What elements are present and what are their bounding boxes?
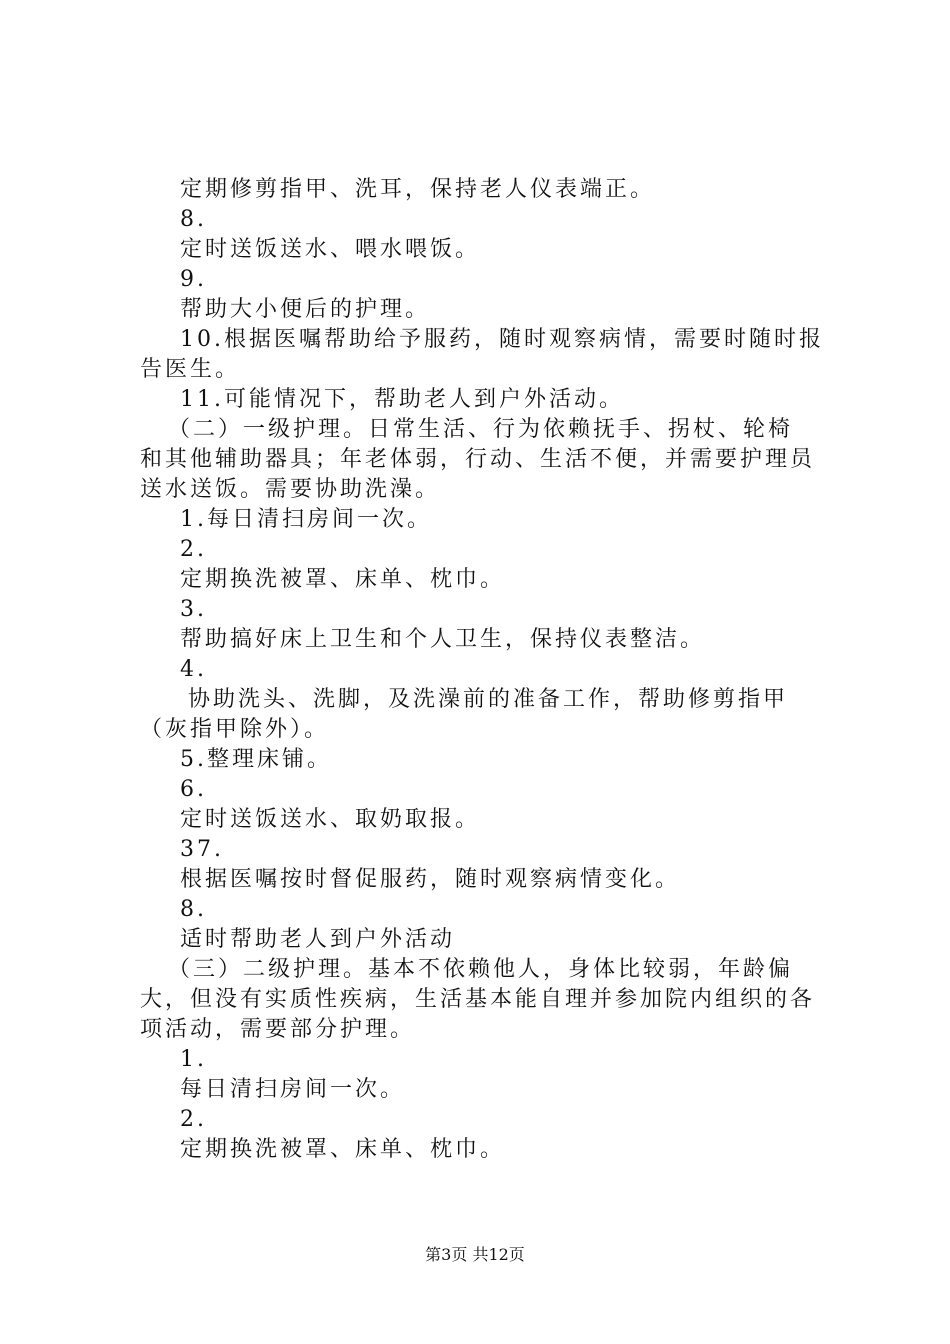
text-line: 告医生。 [140,357,241,382]
section-heading-level-1: （二）一级护理。日常生活、行为依赖抚手、拐杖、轮椅 [168,417,794,442]
text-line: 定期换洗被罩、床单、枕巾。 [180,1137,506,1162]
text-line: （灰指甲除外）。 [140,717,330,742]
text-line: 送水送饭。需要协助洗澡。 [140,477,441,502]
list-number: 8. [180,897,207,922]
text-line: 定期修剪指甲、洗耳，保持老人仪表端正。 [180,177,656,202]
list-number: 1. [180,1047,207,1072]
list-number: 37. [180,837,224,862]
list-number: 9. [180,267,207,292]
list-item: 11.可能情况下，帮助老人到户外活动。 [180,387,624,412]
text-line: 大，但没有实质性疾病，生活基本能自理并参加院内组织的各 [140,987,816,1012]
text-line: 适时帮助老人到户外活动 [180,927,456,952]
document-body [140,175,840,1165]
text-line: 帮助搞好床上卫生和个人卫生，保持仪表整洁。 [180,627,706,652]
text-line: 帮助大小便后的护理。 [180,297,431,322]
text-line: 定期换洗被罩、床单、枕巾。 [180,567,506,592]
list-item: 1.每日清扫房间一次。 [180,507,432,532]
list-item: 10.根据医嘱帮助给予服药，随时观察病情，需要时随时报 [180,327,824,352]
list-number: 6. [180,777,207,802]
list-number: 2. [180,537,207,562]
text-line: 和其他辅助器具；年老体弱，行动、生活不便，并需要护理员 [140,447,816,472]
list-item: 5.整理床铺。 [180,747,332,772]
text-line: 根据医嘱按时督促服药，随时观察病情变化。 [180,867,681,892]
text-line: 协助洗头、洗脚，及洗澡前的准备工作，帮助修剪指甲 [188,687,789,712]
page-footer: 第3页 共12页 [425,1245,525,1264]
text-line: 每日清扫房间一次。 [180,1077,406,1102]
list-number: 4. [180,657,207,682]
list-number: 3. [180,597,207,622]
text-line: 定时送饭送水、喂水喂饭。 [180,237,481,262]
section-heading-level-2: （三）二级护理。基本不依赖他人，身体比较弱，年龄偏 [168,957,794,982]
list-number: 2. [180,1107,207,1132]
list-number: 8. [180,207,207,232]
text-line: 定时送饭送水、取奶取报。 [180,807,481,832]
text-line: 项活动，需要部分护理。 [140,1017,416,1042]
